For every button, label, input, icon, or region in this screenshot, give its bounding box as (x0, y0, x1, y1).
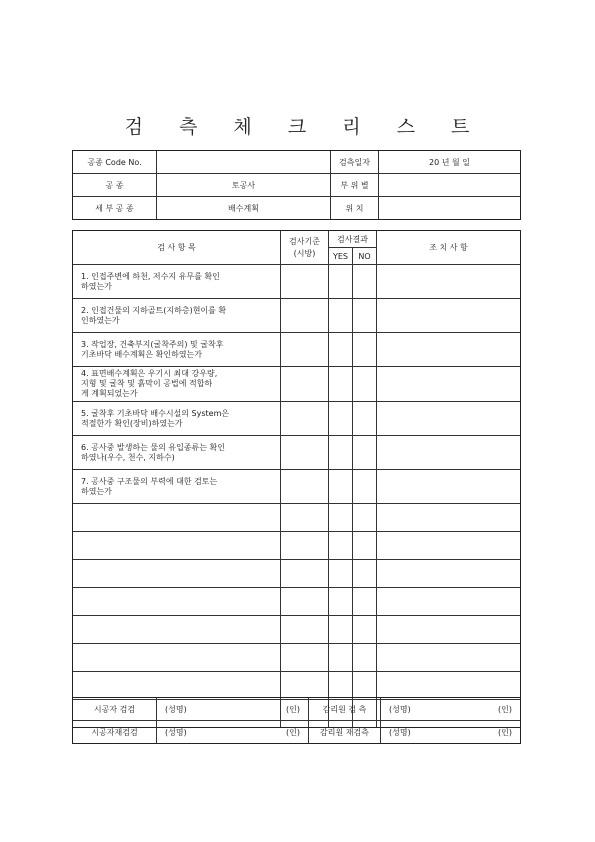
name-label: (성명) (389, 704, 411, 714)
loc-value[interactable] (379, 197, 521, 220)
cell-yes[interactable] (329, 333, 353, 367)
table-row (73, 367, 521, 402)
part-label: 부 위 별 (331, 174, 379, 197)
table-row (73, 672, 521, 700)
cell-no[interactable] (353, 644, 377, 672)
cell-action[interactable] (377, 402, 521, 436)
cell-yes[interactable] (329, 367, 353, 402)
cell-action[interactable] (377, 470, 521, 504)
checklist-items (73, 265, 521, 728)
code-label: 공종 Code No. (73, 151, 157, 174)
cell-action[interactable] (377, 532, 521, 560)
cell-basis[interactable] (281, 532, 329, 560)
cell-item: 6. 공사중 발생하는 물의 유입종류는 확인 하였나(우수, 천수, 지하수) (73, 436, 281, 470)
seal-label: (인) (498, 727, 512, 737)
sign-label-3: 시공자재검검 (73, 721, 157, 744)
cell-yes[interactable] (329, 532, 353, 560)
cell-item: 7. 공사중 구조물의 부력에 대한 검토는 하였는가 (73, 470, 281, 504)
signature-table (72, 697, 521, 744)
cell-action[interactable] (377, 299, 521, 333)
sign-field-2[interactable] (381, 698, 521, 721)
cell-no[interactable] (353, 470, 377, 504)
cell-no[interactable] (353, 436, 377, 470)
cell-action[interactable] (377, 588, 521, 616)
name-label: (성명) (165, 727, 187, 737)
header-action: 조 치 사 항 (377, 231, 521, 265)
cell-basis[interactable] (281, 672, 329, 700)
sign-field-4[interactable] (381, 721, 521, 744)
name-label: (성명) (389, 727, 411, 737)
cell-item (73, 532, 281, 560)
cell-action[interactable] (377, 265, 521, 299)
cell-no[interactable] (353, 333, 377, 367)
cell-item (73, 672, 281, 700)
date-label: 검측일자 (331, 151, 379, 174)
cell-action[interactable] (377, 560, 521, 588)
cell-yes[interactable] (329, 504, 353, 532)
name-label: (성명) (165, 704, 187, 714)
cell-no[interactable] (353, 265, 377, 299)
cell-yes[interactable] (329, 588, 353, 616)
cell-basis[interactable] (281, 616, 329, 644)
cell-no[interactable] (353, 532, 377, 560)
table-row (73, 333, 521, 367)
cell-action[interactable] (377, 672, 521, 700)
seal-label: (인) (286, 727, 300, 737)
cell-yes[interactable] (329, 616, 353, 644)
cell-basis[interactable] (281, 504, 329, 532)
detail-label: 세 부 공 종 (73, 197, 157, 220)
cell-basis[interactable] (281, 333, 329, 367)
cell-yes[interactable] (329, 402, 353, 436)
cell-action[interactable] (377, 504, 521, 532)
table-row (73, 402, 521, 436)
table-row (73, 616, 521, 644)
work-label: 공 종 (73, 174, 157, 197)
header-no: NO (353, 248, 377, 265)
info-table (72, 150, 521, 220)
cell-no[interactable] (353, 672, 377, 700)
cell-item (73, 616, 281, 644)
table-row (73, 644, 521, 672)
cell-item (73, 588, 281, 616)
header-yes: YES (329, 248, 353, 265)
cell-yes[interactable] (329, 672, 353, 700)
cell-no[interactable] (353, 299, 377, 333)
work-value[interactable]: 토공사 (157, 174, 331, 197)
cell-action[interactable] (377, 436, 521, 470)
detail-value[interactable]: 배수계획 (157, 197, 331, 220)
table-row (73, 532, 521, 560)
code-value[interactable] (157, 151, 331, 174)
cell-yes[interactable] (329, 644, 353, 672)
part-value[interactable] (379, 174, 521, 197)
cell-basis[interactable] (281, 367, 329, 402)
cell-yes[interactable] (329, 560, 353, 588)
table-row (73, 265, 521, 299)
cell-action[interactable] (377, 367, 521, 402)
cell-item: 2. 인접건물의 지하골트(지하층)현이를 확 인하였는가 (73, 299, 281, 333)
cell-no[interactable] (353, 367, 377, 402)
cell-basis[interactable] (281, 436, 329, 470)
cell-basis[interactable] (281, 644, 329, 672)
cell-yes[interactable] (329, 436, 353, 470)
cell-item: 1. 인접주변에 하천, 저수지 유무를 확인 하였는가 (73, 265, 281, 299)
cell-item (73, 644, 281, 672)
seal-label: (인) (286, 704, 300, 714)
cell-item: 4. 표면배수계획은 우기시 최대 강우량, 지형 및 굴착 및 흙막이 공법에 적합하 게 계획되었는가 (73, 367, 281, 402)
sign-label-4: 감리원 재검측 (309, 721, 381, 744)
table-row (73, 588, 521, 616)
document-title: 검 측 체 크 리 스 트 (124, 116, 485, 138)
cell-yes[interactable] (329, 299, 353, 333)
cell-item (73, 504, 281, 532)
seal-label: (인) (498, 704, 512, 714)
cell-basis[interactable] (281, 402, 329, 436)
table-row (73, 560, 521, 588)
checklist-table (72, 230, 521, 728)
cell-basis[interactable] (281, 265, 329, 299)
cell-action[interactable] (377, 616, 521, 644)
cell-no[interactable] (353, 616, 377, 644)
cell-no[interactable] (353, 588, 377, 616)
table-row (73, 436, 521, 470)
header-result: 검사결과 (329, 231, 377, 248)
cell-item: 5. 굴착후 기초바닥 배수시설의 System은 적절한가 확인(장비)하였는가 (73, 402, 281, 436)
cell-basis[interactable] (281, 299, 329, 333)
sign-label-2: 감리원 검 측 (309, 698, 381, 721)
table-row (73, 299, 521, 333)
cell-action[interactable] (377, 644, 521, 672)
cell-basis[interactable] (281, 560, 329, 588)
cell-basis[interactable] (281, 470, 329, 504)
cell-yes[interactable] (329, 470, 353, 504)
cell-item: 3. 작업장, 건축부지(굴착주의) 및 굴착후 기초바닥 배수계획은 확인하였는가 (73, 333, 281, 367)
cell-basis[interactable] (281, 588, 329, 616)
cell-item (73, 560, 281, 588)
table-row (73, 504, 521, 532)
cell-no[interactable] (353, 402, 377, 436)
header-basis: 검사기준 (시방) (281, 231, 329, 265)
cell-yes[interactable] (329, 265, 353, 299)
sign-field-1[interactable] (157, 698, 309, 721)
cell-action[interactable] (377, 333, 521, 367)
sign-field-3[interactable] (157, 721, 309, 744)
loc-label: 위 치 (331, 197, 379, 220)
cell-no[interactable] (353, 504, 377, 532)
sign-label-1: 시공자 검검 (73, 698, 157, 721)
header-item: 검 사 항 목 (73, 231, 281, 265)
table-row (73, 470, 521, 504)
date-value[interactable]: 20 년 월 일 (379, 151, 521, 174)
cell-no[interactable] (353, 560, 377, 588)
